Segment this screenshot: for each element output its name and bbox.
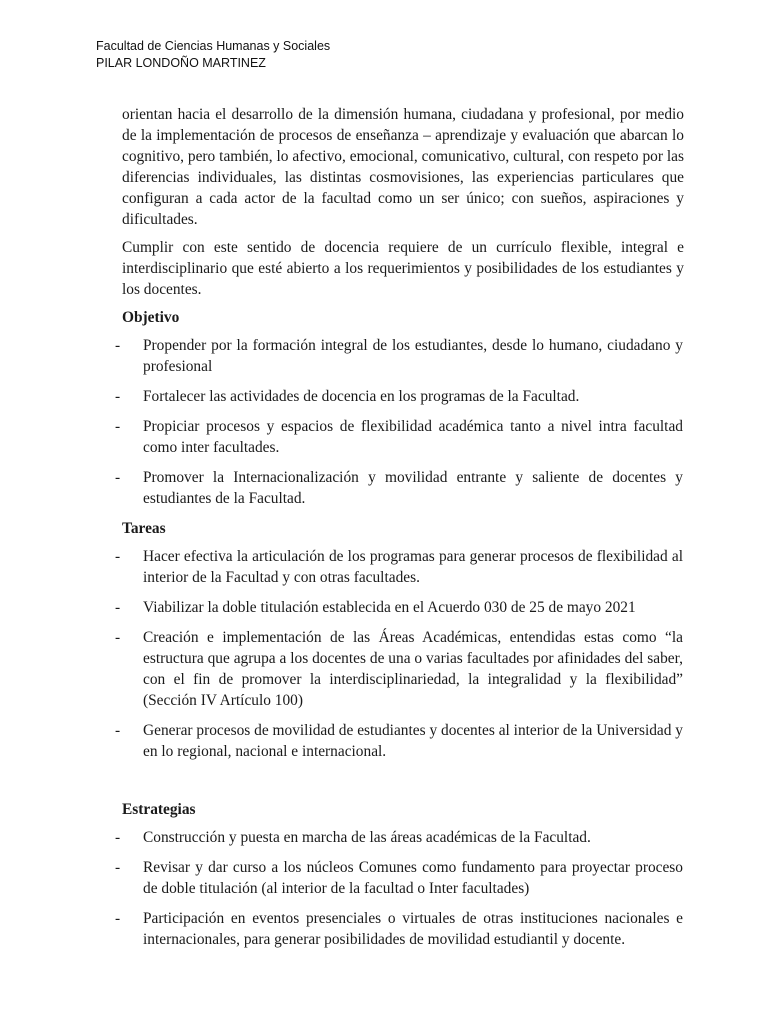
author-name: PILAR LONDOÑO MARTINEZ [96,56,266,70]
estrategias-list [115,827,684,950]
dash-bullet: - [115,910,121,927]
section-heading-objetivo: Objetivo [122,309,180,326]
list-item-text: Generar procesos de movilidad de estudiantes y docentes al interior de la Universidad y en lo regional, nacional e internacional. [143,722,683,760]
dash-bullet: - [115,337,121,354]
list-item-text: Fortalecer las actividades de docencia en los programas de la Facultad. [143,388,580,405]
faculty-name: Facultad de Ciencias Humanas y Sociales [96,39,331,53]
list-item-text: Creación e implementación de las Áreas Académicas, entendidas estas como “la estructura que agrupa a los docentes de una o varias facultades por afinidades del saber, con el fin de promover la interdisciplinariedad, la integralidad y la flexibilidad” (Sección IV Artículo 100) [143,629,683,709]
list-item-text: Revisar y dar curso a los núcleos Comunes como fundamento para proyectar proceso de doble titulación (al interior de la facultad o Inter facultades) [143,859,683,897]
dash-bullet: - [115,629,121,646]
page-header [96,38,330,72]
list-item-text: Participación en eventos presenciales o virtuales de otras instituciones nacionales e internacionales, para generar posibilidades de movilidad estudiantil y docente. [143,910,683,948]
list-item [115,627,683,711]
list-item-text: Promover la Internacionalización y movilidad entrante y saliente de docentes y estudiantes de la Facultad. [143,469,683,507]
list-item [115,386,683,407]
dash-bullet: - [115,418,121,435]
list-item-text: Propiciar procesos y espacios de flexibilidad académica tanto a nivel intra facultad como inter facultades. [143,418,683,456]
list-item-text: Propender por la formación integral de los estudiantes, desde lo humano, ciudadano y profesional [143,337,683,375]
dash-bullet: - [115,388,121,405]
list-item-text: Viabilizar la doble titulación establecida en el Acuerdo 030 de 25 de mayo 2021 [143,599,636,616]
objetivo-list [115,335,684,509]
section-heading-tareas: Tareas [122,520,166,537]
list-item [115,908,683,950]
dash-bullet: - [115,829,121,846]
list-item [115,467,683,509]
list-item [115,827,683,848]
section-heading-estrategias: Estrategias [122,801,196,818]
dash-bullet: - [115,599,121,616]
list-item [115,597,683,618]
dash-bullet: - [115,548,121,565]
list-item [115,335,683,377]
document-body [115,104,684,959]
list-item-text: Construcción y puesta en marcha de las áreas académicas de la Facultad. [143,829,591,846]
list-item [115,720,683,762]
dash-bullet: - [115,859,121,876]
tareas-list [115,546,684,762]
list-item [115,416,683,458]
list-item-text: Hacer efectiva la articulación de los programas para generar procesos de flexibilidad al interior de la Facultad y con otras facultades. [143,548,683,586]
dash-bullet: - [115,469,121,486]
list-item [115,857,683,899]
list-item [115,546,683,588]
intro-paragraph-2: Cumplir con este sentido de docencia requiere de un currículo flexible, integral e interdisciplinario que esté abierto a los requerimientos y posibilidades de los estudiantes y los docentes. [122,239,684,298]
intro-paragraph-1: orientan hacia el desarrollo de la dimensión humana, ciudadana y profesional, por medio de la implementación de procesos de enseñanza – aprendizaje y evaluación que abarcan lo cognitivo, pero también, lo afectivo, emocional, comunicativo, cultural, con respeto por las diferencias individuales, las distintas cosmovisiones, las experiencias particulares que configuran a cada actor de la facultad como un ser único; con sueños, aspiraciones y dificultades. [122,106,684,228]
section-spacer [122,771,684,799]
dash-bullet: - [115,722,121,739]
